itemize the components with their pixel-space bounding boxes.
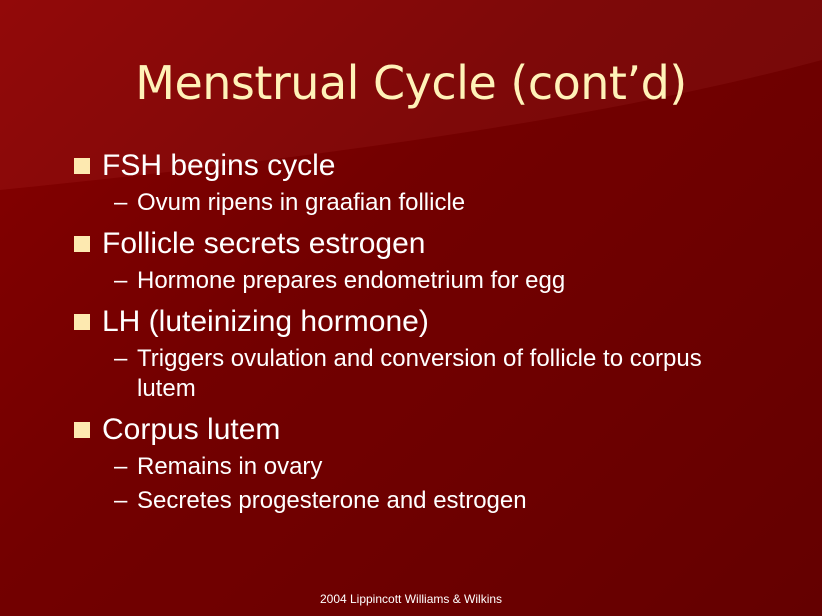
square-bullet-icon [74, 236, 90, 252]
sub-bullet-text: Hormone prepares endometrium for egg [137, 267, 566, 294]
sub-bullet-text: Triggers ovulation and conversion of follicle to corpus lutem [137, 345, 702, 402]
slide-title: Menstrual Cycle (cont’d) [135, 56, 687, 110]
dash-icon: – [114, 189, 128, 216]
dash-icon: – [114, 487, 128, 514]
sub-bullet-text: Ovum ripens in graafian follicle [137, 189, 466, 216]
bullet-list [74, 148, 774, 524]
sub-bullet-item [74, 344, 774, 404]
dash-icon: – [114, 345, 128, 372]
bullet-text: FSH begins cycle [102, 149, 336, 182]
bullet-item [74, 148, 774, 184]
bullet-text: Corpus lutem [102, 413, 281, 446]
sub-bullet-item [74, 486, 774, 516]
sub-bullet-item [74, 266, 774, 296]
sub-bullet-text: Remains in ovary [137, 453, 323, 480]
footer-copyright: 2004 Lippincott Williams & Wilkins [319, 592, 503, 606]
square-bullet-icon [74, 314, 90, 330]
sub-bullet-text: Secretes progesterone and estrogen [137, 487, 527, 514]
bullet-item [74, 412, 774, 448]
bullet-text: LH (luteinizing hormone) [102, 305, 429, 338]
bullet-item [74, 226, 774, 262]
bullet-item [74, 304, 774, 340]
bullet-text: Follicle secrets estrogen [102, 227, 426, 260]
dash-icon: – [114, 267, 128, 294]
square-bullet-icon [74, 422, 90, 438]
sub-bullet-item [74, 188, 774, 218]
square-bullet-icon [74, 158, 90, 174]
dash-icon: – [114, 453, 128, 480]
sub-bullet-item [74, 452, 774, 482]
